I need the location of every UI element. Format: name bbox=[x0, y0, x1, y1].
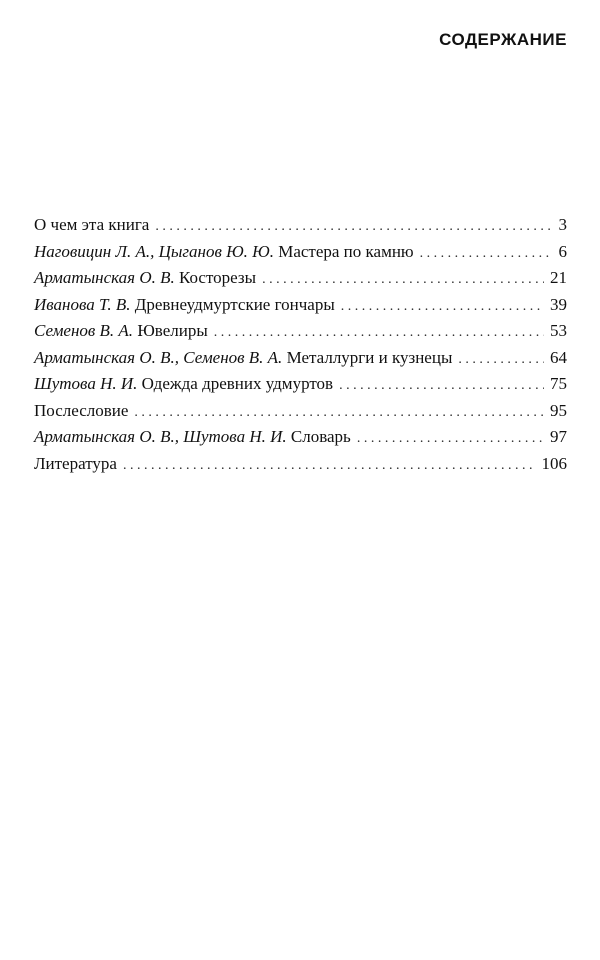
toc-entry bbox=[34, 371, 567, 398]
toc-entry-text bbox=[34, 398, 128, 425]
toc-entry-text bbox=[34, 345, 452, 372]
dot-leader bbox=[420, 241, 551, 268]
toc-entry bbox=[34, 345, 567, 372]
toc-entry bbox=[34, 239, 567, 266]
toc-entry-text bbox=[34, 451, 117, 478]
toc-entry-text bbox=[34, 212, 149, 239]
toc-entry bbox=[34, 292, 567, 319]
dot-leader bbox=[262, 267, 544, 294]
toc-entry-text bbox=[34, 318, 208, 345]
dot-leader bbox=[123, 453, 536, 480]
toc-entry-page: 3 bbox=[558, 215, 567, 234]
toc-entry-title: Мастера по камню bbox=[278, 241, 414, 261]
toc-entry-page: 21 bbox=[550, 268, 567, 287]
toc-entry-title: Ювелиры bbox=[137, 321, 208, 340]
toc-entry-title: Послесловие bbox=[34, 400, 129, 420]
toc-entry-text bbox=[34, 371, 333, 398]
toc-entry-title: Древнеудмуртские гончары bbox=[134, 294, 335, 314]
toc-entry-author: Арматынская О. В., Семенов В. А. bbox=[34, 347, 283, 367]
page-heading: СОДЕРЖАНИЕ bbox=[439, 30, 567, 49]
toc-entry-text bbox=[34, 239, 414, 266]
toc-entry-text bbox=[34, 265, 256, 292]
dot-leader bbox=[339, 373, 544, 400]
toc-entry-page: 39 bbox=[550, 294, 567, 314]
toc-entry-author: Иванова Т. В. bbox=[34, 294, 131, 314]
toc-entry-title: О чем эта книга bbox=[34, 215, 150, 234]
toc-entry-title: Косторезы bbox=[179, 268, 257, 287]
toc-entry-author: Арматынская О. В., Шутова Н. И. bbox=[34, 427, 287, 446]
toc-entry-title: Одежда древних удмуртов bbox=[141, 374, 334, 393]
dot-leader bbox=[155, 214, 551, 241]
toc-entry-page: 97 bbox=[550, 427, 567, 446]
dot-leader bbox=[458, 347, 544, 374]
toc-entry bbox=[34, 212, 567, 239]
toc-entry-author: Наговицин Л. А., Цыганов Ю. Ю. bbox=[34, 241, 274, 261]
toc-entry-page: 64 bbox=[550, 347, 567, 367]
toc-entry-text bbox=[34, 424, 351, 451]
toc-entry-page: 6 bbox=[558, 241, 567, 261]
toc-entry bbox=[34, 398, 567, 425]
toc-entry-text bbox=[34, 292, 335, 319]
toc-entry-title: Металлурги и кузнецы bbox=[286, 347, 453, 367]
toc-entry-author: Семенов В. А. bbox=[34, 321, 134, 340]
toc-entry bbox=[34, 424, 567, 451]
toc-entry-page: 95 bbox=[550, 400, 567, 420]
dot-leader bbox=[357, 426, 544, 453]
toc-entry-author: Шутова Н. И. bbox=[34, 374, 138, 393]
toc-entry bbox=[34, 318, 567, 345]
toc-entry-author: Арматынская О. В. bbox=[34, 268, 175, 287]
dot-leader bbox=[214, 320, 544, 347]
table-of-contents bbox=[34, 212, 567, 477]
toc-entry-page: 75 bbox=[550, 374, 567, 393]
dot-leader bbox=[134, 400, 544, 427]
toc-entry-page: 53 bbox=[550, 321, 567, 340]
toc-entry-title: Литература bbox=[34, 453, 117, 473]
dot-leader bbox=[341, 294, 544, 321]
toc-entry-page: 106 bbox=[541, 453, 567, 473]
toc-entry-title: Словарь bbox=[290, 427, 351, 446]
toc-entry bbox=[34, 451, 567, 478]
toc-entry bbox=[34, 265, 567, 292]
